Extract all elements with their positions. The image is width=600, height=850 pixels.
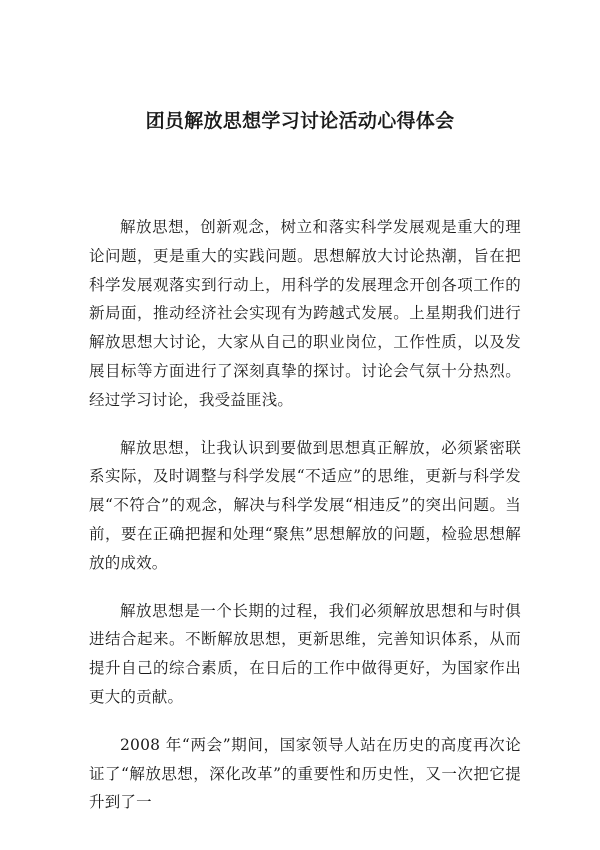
document-body — [89, 213, 521, 836]
document-title: 团员解放思想学习讨论活动心得体会 — [145, 110, 455, 132]
paragraph-4: 2008 年“两会”期间，国家领导人站在历史的高度再次论证了“解放思想，深化改革”的重要性和历史性，又一次把它提升到了一 — [89, 735, 521, 812]
paragraph-1: 解放思想，创新观念，树立和落实科学发展观是重大的理论问题，更是重大的实践问题。思想解放大讨论热潮，旨在把科学发展观落实到行动上，用科学的发展理念开创各项工作的新局面，推动经济社会实现有为跨越式发展。上星期我们进行解放思想大讨论，大家从自己的职业岗位，工作性质，以及发展目标等方面进行了深刻真挚的探讨。讨论会气氛十分热烈。经过学习讨论，我受益匪浅。 — [89, 218, 521, 409]
paragraph-3: 解放思想是一个长期的过程，我们必须解放思想和与时俱进结合起来。不断解放思想，更新思维，完善知识体系，从而提升自己的综合素质，在日后的工作中做得更好，为国家作出更大的贡献。 — [89, 601, 521, 706]
paragraph-2: 解放思想，让我认识到要做到思想真正解放，必须紧密联系实际，及时调整与科学发展“不适应”的思维，更新与科学发展“不符合”的观念，解决与科学发展“相违反”的突出问题。当前，要在正确把握和处理“聚焦”思想解放的问题，检验思想解放的成效。 — [89, 438, 521, 572]
